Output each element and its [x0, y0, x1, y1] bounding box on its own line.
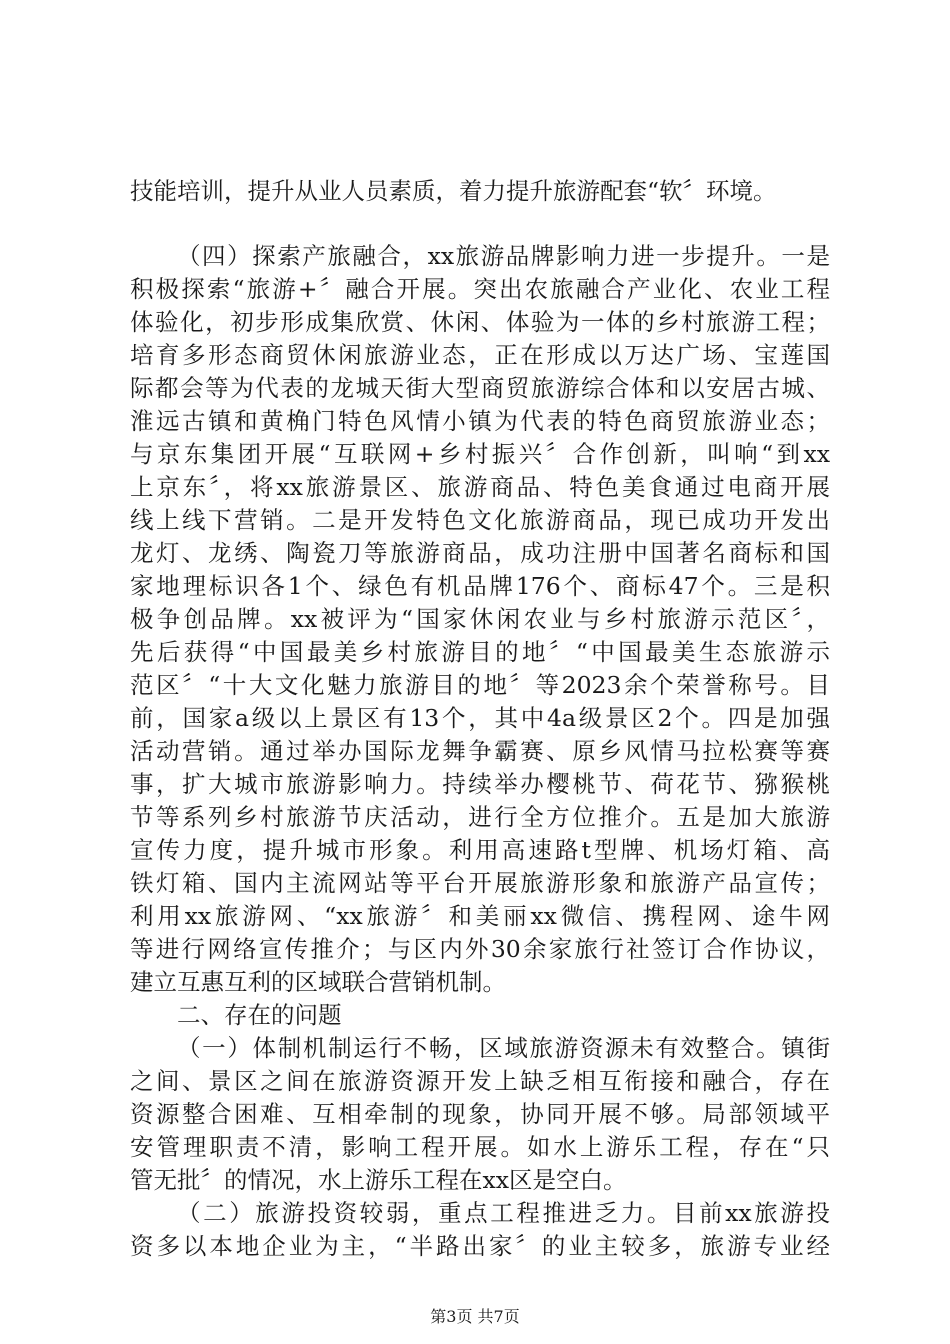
text-line: 与京东集团开展“互联网+乡村振兴〞合作创新，叫响“到xx — [130, 440, 830, 468]
text-line: 建立互惠互利的区域联合营销机制。 — [130, 968, 506, 996]
text-line: 家地理标识各1个、绿色有机品牌176个、商标47个。三是积 — [130, 572, 830, 600]
text-line: 等进行网络宣传推介；与区内外30余家旅行社签订合作协议， — [130, 935, 830, 963]
text-line: 极争创品牌。xx被评为“国家休闲农业与乡村旅游示范区〞， — [130, 605, 830, 633]
text-line: 活动营销。通过举办国际龙舞争霸赛、原乡风情马拉松赛等赛 — [130, 737, 830, 765]
text-line: 之间、景区之间在旅游资源开发上缺乏相互衔接和融合，存在 — [130, 1067, 830, 1095]
text-line: 积极探索“旅游+〞融合开展。突出农旅融合产业化、农业工程 — [130, 275, 830, 303]
text-line: 事，扩大城市旅游影响力。持续举办樱桃节、荷花节、猕猴桃 — [130, 770, 830, 798]
text-line: 上京东〞，将xx旅游景区、旅游商品、特色美食通过电商开展 — [130, 473, 830, 501]
paragraph-start-line: （四）探索产旅融合，xx旅游品牌影响力进一步提升。一是 — [177, 242, 830, 270]
text-line: 淮远古镇和黄桷门特色风情小镇为代表的特色商贸旅游业态； — [130, 407, 830, 435]
text-line: 资多以本地企业为主，“半路出家〞的业主较多，旅游专业经 — [130, 1232, 830, 1260]
text-line: 铁灯箱、国内主流网站等平台开展旅游形象和旅游产品宣传； — [130, 869, 830, 897]
text-line: 安管理职责不清，影响工程开展。如水上游乐工程，存在“只 — [130, 1133, 830, 1161]
text-line: 培育多形态商贸休闲旅游业态，正在形成以万达广场、宝莲国 — [130, 341, 830, 369]
page-number-footer: 第3页 共7页 — [430, 1307, 520, 1326]
section-heading: 二、存在的问题 — [177, 1001, 342, 1029]
text-line: 前，国家a级以上景区有13个，其中4a级景区2个。四是加强 — [130, 704, 830, 732]
text-line: 技能培训，提升从业人员素质，着力提升旅游配套“软〞环境。 — [130, 177, 777, 205]
paragraph-start-line: （一）体制机制运行不畅，区域旅游资源未有效整合。镇街 — [177, 1034, 830, 1062]
text-line: 利用xx旅游网、“xx旅游〞和美丽xx微信、携程网、途牛网 — [130, 902, 830, 930]
text-line: 际都会等为代表的龙城天街大型商贸旅游综合体和以安居古城、 — [130, 374, 830, 402]
text-line: 先后获得“中国最美乡村旅游目的地〞“中国最美生态旅游示 — [130, 638, 830, 666]
text-line: 范区〞“十大文化魅力旅游目的地〞等2023余个荣誉称号。目 — [130, 671, 830, 699]
text-line: 宣传力度，提升城市形象。利用高速路t型牌、机场灯箱、高 — [130, 836, 830, 864]
text-line: 线上线下营销。二是开发特色文化旅游商品，现已成功开发出 — [130, 506, 830, 534]
paragraph-start-line: （二）旅游投资较弱，重点工程推进乏力。目前xx旅游投 — [177, 1199, 830, 1227]
text-line: 龙灯、龙绣、陶瓷刀等旅游商品，成功注册中国著名商标和国 — [130, 539, 830, 567]
text-line: 资源整合困难、互相牵制的现象，协同开展不够。局部领域平 — [130, 1100, 830, 1128]
text-line: 管无批〞的情况，水上游乐工程在xx区是空白。 — [130, 1166, 627, 1194]
text-line: 体验化，初步形成集欣赏、休闲、体验为一体的乡村旅游工程； — [130, 308, 830, 336]
text-line: 节等系列乡村旅游节庆活动，进行全方位推介。五是加大旅游 — [130, 803, 830, 831]
